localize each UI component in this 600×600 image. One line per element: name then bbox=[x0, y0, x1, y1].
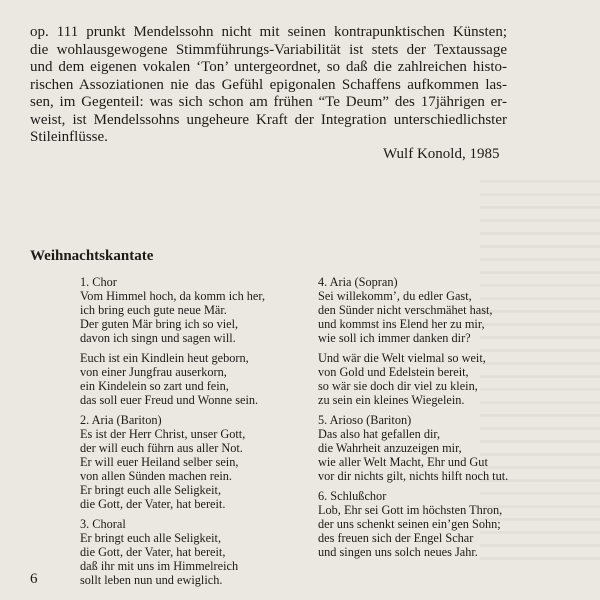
lyric-line: Es ist der Herr Christ, unser Gott, bbox=[80, 427, 246, 441]
stanza bbox=[80, 413, 265, 511]
lyric-line: wie soll ich immer danken dir? bbox=[318, 331, 471, 345]
lyric-line: Er bringt euch alle Seligkeit, bbox=[80, 483, 222, 497]
lyric-line: Der guten Mär bring ich so viel, bbox=[80, 317, 239, 331]
stanza bbox=[80, 517, 265, 587]
movement bbox=[318, 275, 508, 407]
lyric-line: der uns schenkt seinen ein’gen Sohn; bbox=[318, 517, 501, 531]
stanza bbox=[318, 489, 508, 559]
lyric-line: ein Kindelein so zart und fein, bbox=[80, 379, 229, 393]
page-number: 6 bbox=[30, 571, 38, 587]
lyric-line: von einer Jungfrau auserkorn, bbox=[80, 365, 227, 379]
lyric-line: daß ihr mit uns im Himmelreich bbox=[80, 559, 239, 573]
movement bbox=[318, 413, 508, 483]
essay-line: Stileinflüsse. bbox=[30, 129, 108, 145]
lyric-line: die Gott, der Vater, hat bereit. bbox=[80, 497, 226, 511]
essay-paragraph bbox=[30, 24, 507, 147]
movement-title: 5. Arioso (Bariton) bbox=[318, 413, 412, 427]
lyric-line: Er will euer Heiland selber sein, bbox=[80, 455, 239, 469]
essay-line: rischen Assoziationen nie das Gefühl epigonalen Schaffens aufkommen las- bbox=[30, 76, 507, 93]
movement-title: 2. Aria (Bariton) bbox=[80, 413, 162, 427]
lyric-line: die Wahrheit anzuzeigen mir, bbox=[318, 441, 462, 455]
lyric-line: davon ich singn und sagen will. bbox=[80, 331, 236, 345]
lyric-line: vor dir nichts gilt, nichts hilft noch tut. bbox=[318, 469, 509, 483]
lyric-line: zu sein ein kleines Wiegelein. bbox=[318, 393, 465, 407]
movement-title: 4. Aria (Sopran) bbox=[318, 275, 398, 289]
lyrics-right-column bbox=[318, 275, 508, 565]
essay-author: Wulf Konold, 1985 bbox=[383, 146, 500, 162]
section-heading: Weihnachtskantate bbox=[30, 248, 154, 264]
movement-title: 3. Choral bbox=[80, 517, 126, 531]
lyric-line: Und wär die Welt vielmal so weit, bbox=[318, 351, 486, 365]
essay-line: sen, im Gegenteil: was sich schon am frühen “Te Deum” des 17jährigen er- bbox=[30, 94, 507, 110]
lyric-line: und singen uns solch neues Jahr. bbox=[318, 545, 478, 559]
essay-line: op. 111 prunkt Mendelssohn nicht mit seinen kontrapunktischen Künsten; bbox=[30, 24, 507, 40]
movement-title: 6. Schlußchor bbox=[318, 489, 387, 503]
stanza bbox=[80, 275, 265, 345]
lyric-line: die Gott, der Vater, hat bereit, bbox=[80, 545, 226, 559]
lyric-line: von allen Sünden machen rein. bbox=[80, 469, 232, 483]
lyric-line: sollt leben nun und ewiglich. bbox=[80, 573, 223, 587]
lyric-line: Lob, Ehr sei Gott im höchsten Thron, bbox=[318, 503, 503, 517]
stanza bbox=[318, 413, 508, 483]
movement bbox=[318, 489, 508, 559]
stanza bbox=[80, 351, 265, 407]
lyric-line: und kommst ins Elend her zu mir, bbox=[318, 317, 485, 331]
lyric-line: ich bring euch gute neue Mär. bbox=[80, 303, 227, 317]
essay-line: die wohlausgewogene Stimmführungs-Variabilität ist stets der Textaussage bbox=[30, 41, 507, 58]
lyric-line: von Gold und Edelstein bereit, bbox=[318, 365, 469, 379]
lyric-line: Sei willekomm’, du edler Gast, bbox=[318, 289, 472, 303]
essay-line: und dem eigenen vokalen ‘Ton’ untergeordnet, so daß die zahlreichen histo- bbox=[30, 59, 507, 75]
movement bbox=[80, 275, 265, 407]
movement-title: 1. Chor bbox=[80, 275, 117, 289]
movement bbox=[80, 517, 265, 587]
lyric-line: das soll euer Freud und Wonne sein. bbox=[80, 393, 259, 407]
movement bbox=[80, 413, 265, 511]
lyric-line: Vom Himmel hoch, da komm ich her, bbox=[80, 289, 266, 303]
essay-line: weist, ist Mendelssohns ungeheure Kraft der Integration unterschiedlichster bbox=[30, 111, 507, 128]
lyric-line: den Sünder nicht verschmähet hast, bbox=[318, 303, 493, 317]
lyric-line: Das also hat gefallen dir, bbox=[318, 427, 441, 441]
lyric-line: so wär sie doch dir viel zu klein, bbox=[318, 379, 478, 393]
lyrics-left-column bbox=[80, 275, 265, 593]
lyric-line: des freuen sich der Engel Schar bbox=[318, 531, 474, 545]
lyric-line: Euch ist ein Kindlein heut geborn, bbox=[80, 351, 249, 365]
stanza bbox=[318, 275, 508, 345]
lyric-line: Er bringt euch alle Seligkeit, bbox=[80, 531, 222, 545]
stanza bbox=[318, 351, 508, 407]
lyric-line: wie aller Welt Macht, Ehr und Gut bbox=[318, 455, 488, 469]
lyric-line: der will euch führn aus aller Not. bbox=[80, 441, 243, 455]
